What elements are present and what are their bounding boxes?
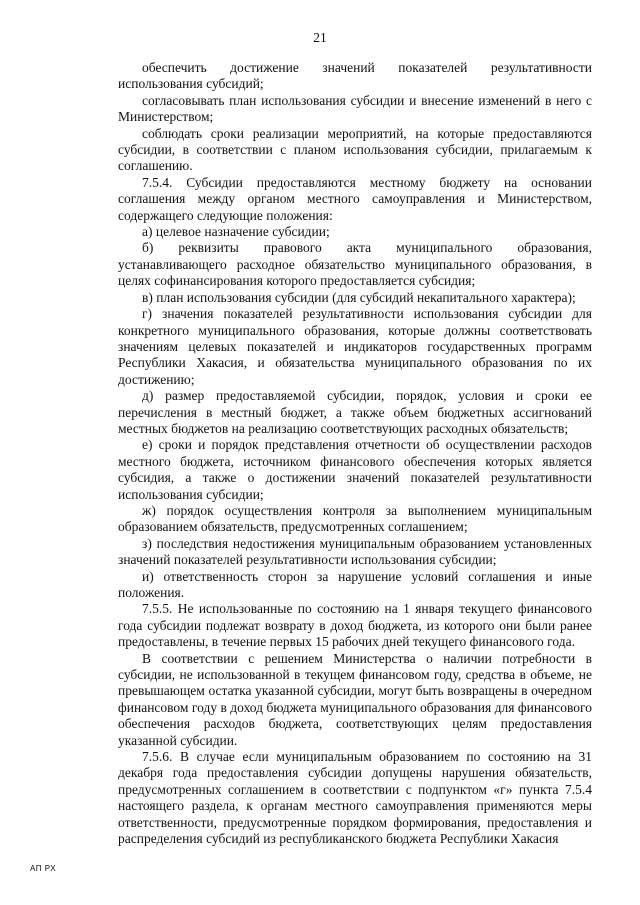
paragraph-7-5-5: 7.5.5. Не использованные по состоянию на 1 января текущего финансового года субсидии подлежат возврату в доход бюджета, из которого они были ранее предоставлены, в течение первых 15 рабочих дней текущего финансового года. bbox=[118, 601, 592, 650]
list-item-g: г) значения показателей результативности использования субсидии для конкретного муниципального образования, которые должны соответствовать значениям целевых показателей и индикаторов государственных программ Республики Хакасия, и обязательства муниципального образования по их достижению; bbox=[118, 306, 592, 387]
list-item-d: д) размер предоставляемой субсидии, порядок, условия и сроки ее перечисления в местный бюджет, а также объем бюджетных ассигнований местных бюджетов на реализацию соответствующих расходных обязательств; bbox=[118, 388, 592, 436]
paragraph: В соответствии с решением Министерства о наличии потребности в субсидии, не использованной в текущем финансовом году, средства в объеме, не превышающем остатка указанной субсидии, могут быть возвращены в очередном финансовом году в доход бюджета муниципального образования для финансового обеспечения расходов бюджета, соответствующих целям предоставления указанной субсидии. bbox=[118, 650, 592, 748]
paragraph: соблюдать сроки реализации мероприятий, на которые предоставляются субсидии, в соответствии с планом использования субсидии, прилагаемым к соглашению. bbox=[118, 125, 592, 174]
page-number: 21 bbox=[313, 30, 327, 45]
document-body bbox=[118, 60, 592, 848]
footer-mark: АП РХ bbox=[30, 864, 57, 873]
list-item-b: б) реквизиты правового акта муниципального образования, устанавливающего расходное обязательство муниципального образования, в целях софинансирования которого предоставляется субсидия; bbox=[118, 240, 592, 289]
list-item-e: е) сроки и порядок представления отчетности об осуществлении расходов местного бюджета, источником финансового обеспечения которых является субсидия, а также о достижении значений показателей результативности использования субсидии; bbox=[118, 437, 592, 502]
paragraph-7-5-6: 7.5.6. В случае если муниципальным образованием по состоянию на 31 декабря года предоставления субсидии допущены нарушения обязательств, предусмотренных соглашением в соответствии с подпунктом «г» пункта 7.5.4 настоящего раздела, к органам местного самоуправления применяются меры ответственности, предусмотренные порядком формирования, предоставления и распределения субсидий из республиканского бюджета Республики Хакасия bbox=[118, 749, 592, 847]
list-item-v: в) план использования субсидии (для субсидий некапитального характера); bbox=[142, 289, 576, 305]
paragraph-7-5-4: 7.5.4. Субсидии предоставляются местному бюджету на основании соглашения между органом местного самоуправления и Министерством, содержащего следующие положения: bbox=[118, 174, 592, 223]
list-item-a: а) целевое назначение субсидии; bbox=[142, 224, 330, 240]
list-item-i: и) ответственность сторон за нарушение условий соглашения и иные положения. bbox=[118, 568, 592, 600]
list-item-z: з) последствия недостижения муниципальным образованием установленных значений показателей результативности использования субсидии; bbox=[118, 535, 592, 568]
paragraph: обеспечить достижение значений показателей результативности использования субсидий; bbox=[118, 60, 592, 92]
list-item-zh: ж) порядок осуществления контроля за выполнением муниципальным образованием обязательств, предусмотренных соглашением; bbox=[118, 502, 592, 535]
paragraph: согласовывать план использования субсидии и внесение изменений в него с Министерством; bbox=[118, 92, 592, 125]
